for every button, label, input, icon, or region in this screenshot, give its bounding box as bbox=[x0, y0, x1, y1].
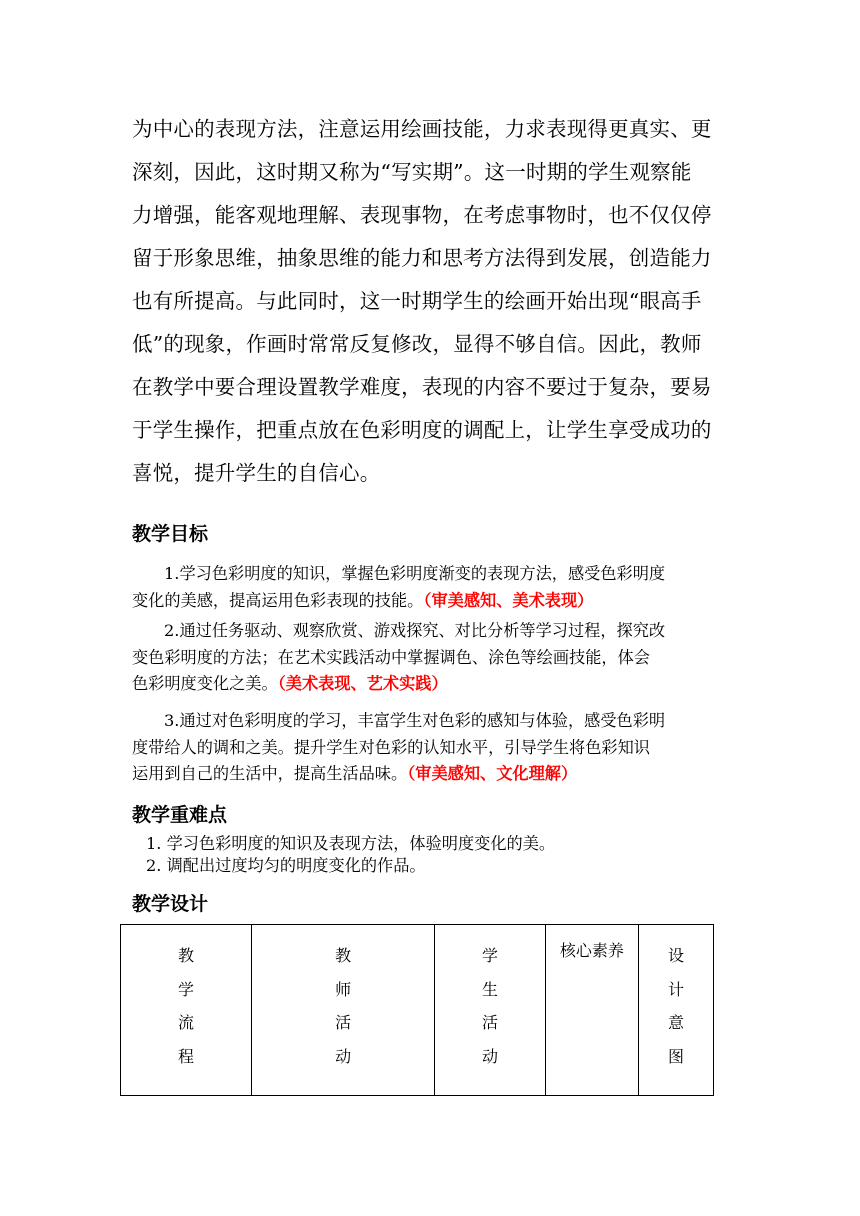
difficulty-item: 2. 调配出过度均匀的明度变化的作品。 bbox=[146, 856, 426, 875]
objective-item-1 bbox=[132, 561, 732, 614]
header-char: 动 bbox=[335, 1046, 352, 1066]
header-char: 设 bbox=[667, 946, 684, 965]
header-char: 动 bbox=[482, 1046, 499, 1066]
header-char: 活 bbox=[482, 1013, 499, 1032]
column-header-design-intent bbox=[638, 925, 713, 1096]
header-char: 学 bbox=[178, 979, 195, 999]
intro-line: 在教学中要合理设置教学难度，表现的内容不要过于复杂，要易 bbox=[132, 375, 712, 399]
header-char: 程 bbox=[178, 1046, 195, 1066]
column-header-teaching-process bbox=[121, 925, 252, 1096]
design-heading: 教学设计 bbox=[132, 893, 209, 915]
header-char: 活 bbox=[335, 1013, 352, 1032]
intro-paragraph bbox=[132, 108, 732, 495]
objective-line: 2.通过任务驱动、观察欣赏、游戏探究、对比分析等学习过程，探究改 bbox=[164, 621, 666, 640]
objective-line: 变色彩明度的方法；在艺术实践活动中掌握调色、涂色等绘画技能，体会 bbox=[132, 647, 650, 667]
objective-line: 3.通过对色彩明度的学习，丰富学生对色彩的感知与体验，感受色彩明 bbox=[164, 711, 666, 730]
objective-line-text: 色彩明度变化之美。 bbox=[132, 674, 278, 693]
intro-line: 为中心的表现方法，注意运用绘画技能，力求表现得更真实、更 bbox=[132, 117, 712, 141]
core-literacy-tag: （美术表现、艺术实践） bbox=[277, 674, 448, 693]
header-char: 生 bbox=[482, 979, 499, 999]
header-char: 师 bbox=[335, 979, 352, 999]
header-char: 流 bbox=[178, 1013, 195, 1032]
header-char: 图 bbox=[667, 1046, 684, 1066]
intro-line: 力增强，能客观地理解、表现事物，在考虑事物时，也不仅仅停 bbox=[132, 203, 712, 227]
intro-line: 深刻，因此，这时期又称为“写实期”。这一时期的学生观察能 bbox=[132, 160, 692, 184]
header-char: 学 bbox=[482, 946, 499, 965]
intro-line: 留于形象思维，抽象思维的能力和思考方法得到发展，创造能力 bbox=[132, 246, 712, 270]
design-table bbox=[120, 924, 714, 1096]
intro-line: 喜悦，提升学生的自信心。 bbox=[132, 461, 381, 485]
core-literacy-tag: （审美感知、文化理解） bbox=[407, 764, 578, 783]
objective-line bbox=[132, 671, 732, 698]
header-char: 意 bbox=[667, 1013, 684, 1032]
difficulties-list bbox=[146, 833, 555, 877]
header-char: 教 bbox=[178, 946, 195, 965]
header-char: 计 bbox=[667, 979, 684, 999]
objective-line-text: 变化的美感，提高运用色彩表现的技能。 bbox=[132, 590, 424, 610]
objective-line bbox=[132, 588, 732, 615]
objective-item-3 bbox=[132, 708, 732, 788]
intro-line: 也有所提高。与此同时，这一时期学生的绘画开始出现“眼高手 bbox=[132, 289, 702, 313]
intro-line: 于学生操作，把重点放在色彩明度的调配上，让学生享受成功的 bbox=[132, 418, 712, 442]
core-literacy-tag: （审美感知、美术表现） bbox=[423, 590, 594, 610]
header-label: 核心素养 bbox=[559, 941, 624, 960]
intro-line: 低”的现象，作画时常常反复修改，显得不够自信。因此，教师 bbox=[132, 332, 702, 356]
column-header-core-literacy bbox=[545, 925, 638, 1096]
objective-line bbox=[132, 761, 732, 788]
objectives-heading: 教学目标 bbox=[132, 523, 209, 545]
table-header-row bbox=[121, 925, 714, 1096]
objective-line: 度带给人的调和之美。提升学生对色彩的认知水平，引导学生将色彩知识 bbox=[132, 737, 650, 757]
objective-line-text: 运用到自己的生活中，提高生活品味。 bbox=[132, 764, 408, 783]
column-header-teacher-activity bbox=[252, 925, 435, 1096]
header-char: 教 bbox=[335, 946, 352, 965]
difficulties-heading: 教学重难点 bbox=[132, 804, 228, 826]
objective-line: 1.学习色彩明度的知识，掌握色彩明度渐变的表现方法，感受色彩明度 bbox=[164, 564, 666, 583]
difficulty-item: 1. 学习色彩明度的知识及表现方法，体验明度变化的美。 bbox=[146, 834, 556, 853]
objective-item-2 bbox=[132, 618, 732, 698]
column-header-student-activity bbox=[435, 925, 546, 1096]
